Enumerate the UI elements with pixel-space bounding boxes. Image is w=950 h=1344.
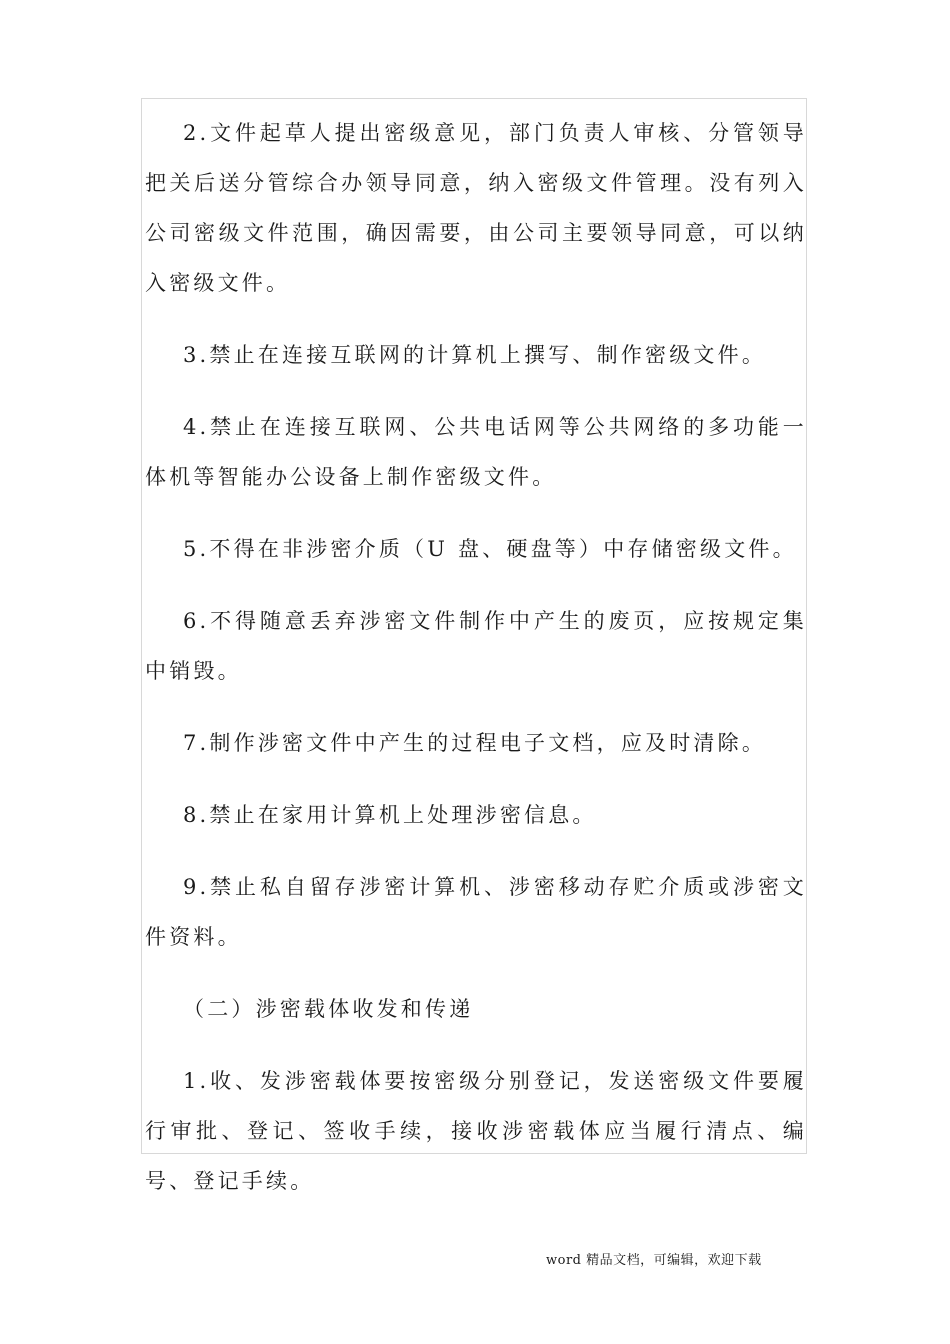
paragraph-item-5: 5.不得在非涉密介质（U 盘、硬盘等）中存储密级文件。 [183, 537, 797, 561]
section-heading: （二）涉密载体收发和传递 [183, 997, 474, 1021]
paragraph-item-9: 9.禁止私自留存涉密计算机、涉密移动存贮介质或涉密文件资料。 [145, 875, 807, 949]
paragraph-item-1: 1.收、发涉密载体要按密级分别登记，发送密级文件要履行审批、登记、签收手续，接收涉密载体应当履行清点、编号、登记手续。 [145, 1069, 807, 1193]
footer-note: word 精品文档，可编辑，欢迎下载 [546, 1253, 762, 1268]
paragraph-item-4: 4.禁止在连接互联网、公共电话网等公共网络的多功能一体机等智能办公设备上制作密级文件。 [145, 415, 807, 489]
paragraph-item-3: 3.禁止在连接互联网的计算机上撰写、制作密级文件。 [183, 343, 767, 367]
paragraph-item-8: 8.禁止在家用计算机上处理涉密信息。 [183, 803, 597, 827]
paragraph-item-2: 2.文件起草人提出密级意见，部门负责人审核、分管领导把关后送分管综合办领导同意，纳入密级文件管理。没有列入公司密级文件范围，确因需要，由公司主要领导同意，可以纳入密级文件。 [145, 121, 807, 295]
paragraph-item-7: 7.制作涉密文件中产生的过程电子文档，应及时清除。 [183, 731, 767, 755]
paragraph-item-6: 6.不得随意丢弃涉密文件制作中产生的废页，应按规定集中销毁。 [145, 609, 807, 683]
document-body [145, 108, 807, 1228]
